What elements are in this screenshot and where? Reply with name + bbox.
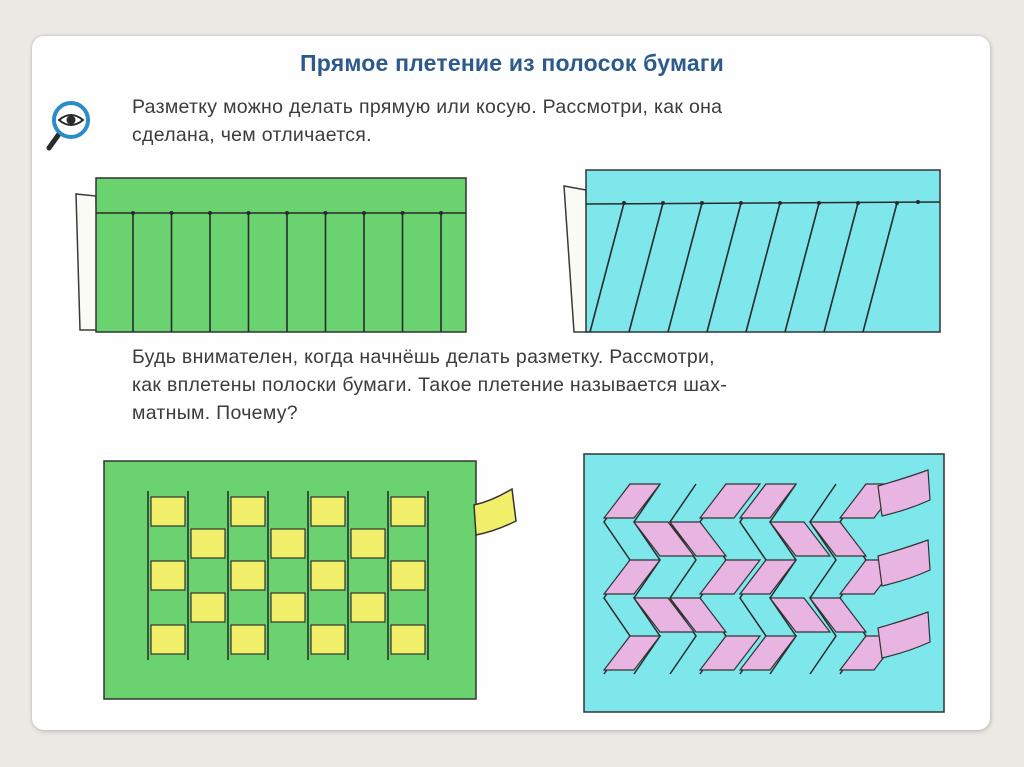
paragraph-2-line-3: матным. Почему? (132, 402, 298, 424)
paragraph-2-line-2: как вплетены полоски бумаги. Такое плетение называется шах- (132, 374, 728, 396)
weave-cell (391, 561, 425, 590)
weave-cell (231, 497, 265, 526)
weave-cell (151, 561, 185, 590)
slanted-marking-figure (560, 166, 950, 336)
instruction-paragraph-2 (132, 343, 962, 427)
weave-cell (151, 497, 185, 526)
mark-dot (817, 201, 821, 205)
mark-dot (700, 201, 704, 205)
straight-marking-figure (70, 170, 480, 340)
weave-cell (311, 625, 345, 654)
weave-cell (391, 497, 425, 526)
weave-cell (351, 529, 385, 558)
weave-cell (231, 561, 265, 590)
mark-dot (739, 201, 743, 205)
mark-dot (247, 211, 251, 215)
mark-dot (439, 211, 443, 215)
mark-dot (208, 211, 212, 215)
checkerboard-weave-figure (96, 455, 526, 715)
mark-dot (895, 201, 899, 205)
weave-cell (231, 625, 265, 654)
strip-end-tab (474, 489, 516, 535)
paragraph-1-line-1: Разметку можно делать прямую или косую. Рассмотри, как она (132, 96, 723, 118)
paragraph-1-line-2: сделана, чем отличается. (132, 124, 372, 146)
mark-dot (324, 211, 328, 215)
mark-dot (401, 211, 405, 215)
mark-dot (778, 201, 782, 205)
mark-dot (285, 211, 289, 215)
weave-cell (351, 593, 385, 622)
mark-dot (362, 211, 366, 215)
page-title: Прямое плетение из полосок бумаги (300, 50, 724, 76)
mark-dot (856, 201, 860, 205)
weave-cell (191, 529, 225, 558)
instruction-paragraph-1 (132, 93, 962, 149)
mark-dot (131, 211, 135, 215)
weave-cell (271, 529, 305, 558)
mark-dot (661, 201, 665, 205)
mark-dot (170, 211, 174, 215)
weave-cell (271, 593, 305, 622)
mark-dot (916, 200, 920, 204)
mark-dot (622, 201, 626, 205)
weave-cell (311, 497, 345, 526)
paragraph-2-line-1: Будь внимателен, когда начнёшь делать разметку. Рассмотри, (132, 346, 715, 368)
weave-cell (151, 625, 185, 654)
weave-cell (191, 593, 225, 622)
weave-cell (391, 625, 425, 654)
magnifier-eye-icon (45, 100, 93, 152)
herringbone-weave-figure (578, 448, 958, 718)
weave-cell (311, 561, 345, 590)
